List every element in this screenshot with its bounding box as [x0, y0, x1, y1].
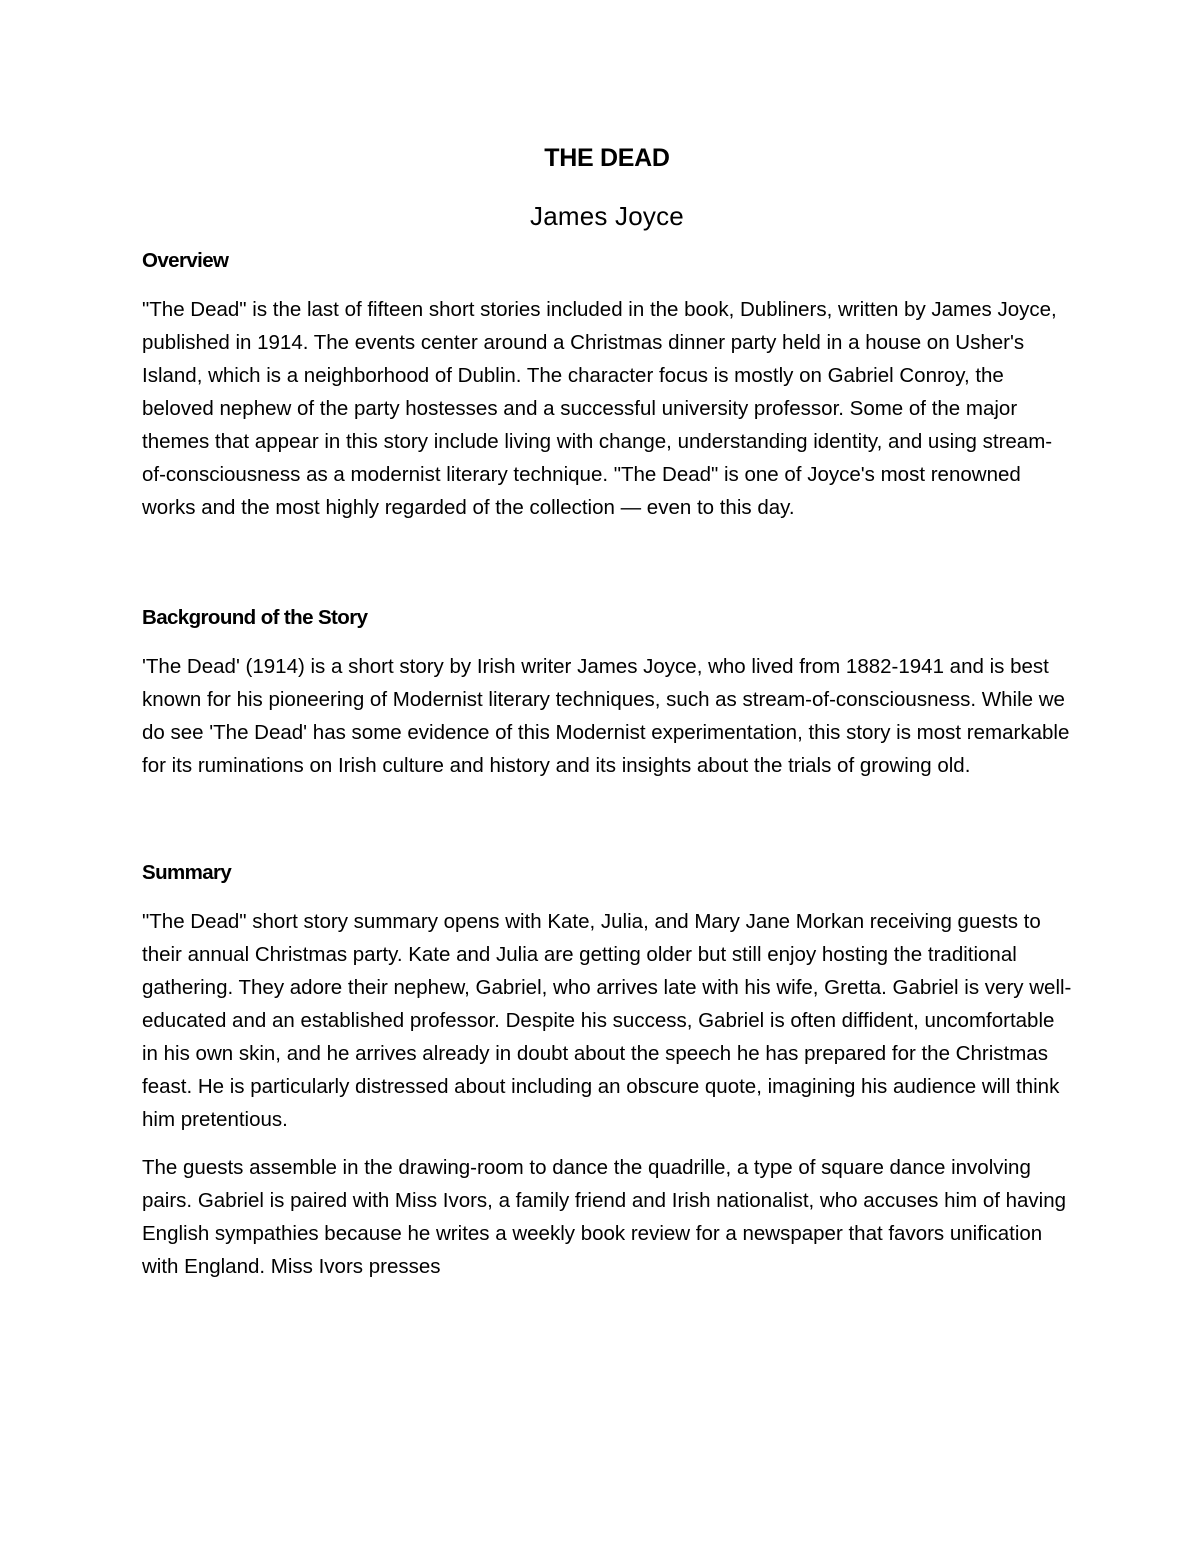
- section-overview: [142, 247, 1072, 524]
- section-heading-background: Background of the Story: [142, 606, 368, 629]
- document-author: James Joyce: [530, 201, 684, 231]
- paragraph-summary-1: "The Dead" short story summary opens with Kate, Julia, and Mary Jane Morkan receiving guests to their annual Christmas party. Kate and Julia are getting older but still enjoy hosting the traditional gathering. They adore their nephew, Gabriel, who arrives late with his wife, Gretta. Gabriel is very well-educated and an established professor. Despite his success, Gabriel is often diffident, uncomfortable in his own skin, and he arrives already in doubt about the speech he has prepared for the Christmas feast. He is particularly distressed about including an obscure quote, imagining his audience will think him pretentious.: [142, 910, 1072, 1131]
- document-title: THE DEAD: [544, 144, 670, 172]
- section-summary: [142, 859, 1072, 1283]
- section-heading-summary: Summary: [142, 861, 232, 884]
- paragraph-summary-2: The guests assemble in the drawing-room to dance the quadrille, a type of square dance involving pairs. Gabriel is paired with Miss Ivors, a family friend and Irish nationalist, who accuses him of having English sympathies because he writes a weekly book review for a newspaper that favors unification with England. Miss Ivors presses: [142, 1156, 1067, 1278]
- paragraph-background: 'The Dead' (1914) is a short story by Irish writer James Joyce, who lived from 1882-1941 and is best known for his pioneering of Modernist literary techniques, such as stream-of-consciousness. While we do see 'The Dead' has some evidence of this Modernist experimentation, this story is most remarkable for its ruminations on Irish culture and history and its insights about the trials of growing old.: [142, 655, 1070, 777]
- document-body: [142, 141, 1072, 1283]
- section-background: [142, 604, 1072, 782]
- section-heading-overview: Overview: [142, 249, 229, 272]
- paragraph-overview: "The Dead" is the last of fifteen short stories included in the book, Dubliners, written by James Joyce, published in 1914. The events center around a Christmas dinner party held in a house on Usher's Island, which is a neighborhood of Dublin. The character focus is mostly on Gabriel Conroy, the beloved nephew of the party hostesses and a successful university professor. Some of the major themes that appear in this story include living with change, understanding identity, and using stream-of-consciousness as a modernist literary technique. "The Dead" is one of Joyce's most renowned works and the most highly regarded of the collection — even to this day.: [142, 298, 1057, 519]
